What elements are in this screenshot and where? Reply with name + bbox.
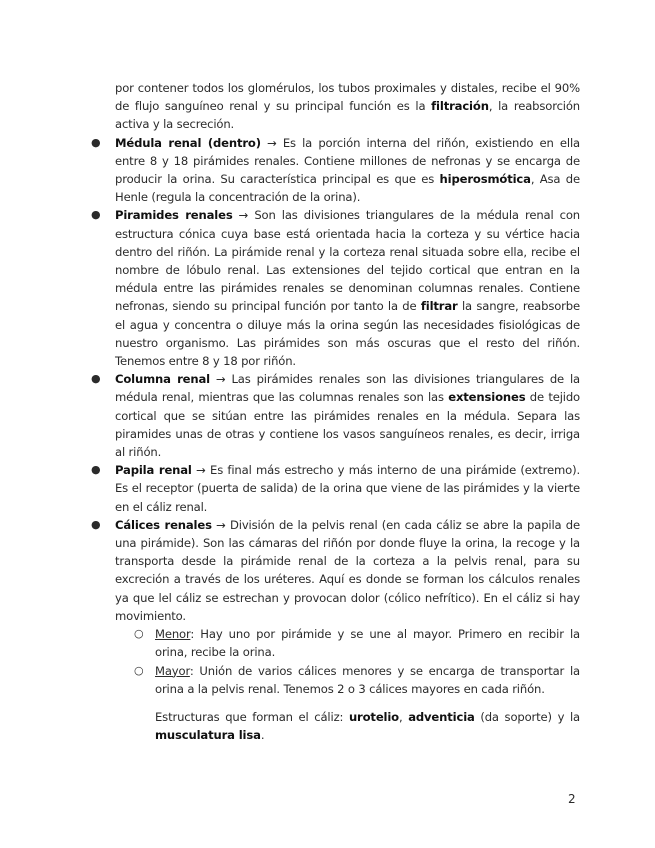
note-paragraph [155, 708, 580, 744]
sub-item-mayor [134, 662, 580, 698]
note-bold-adventicia: adventicia [408, 709, 475, 724]
sub-item-label: Menor [155, 627, 191, 642]
item-text: → Es final más estrecho y más interno de una pirámide (extremo). Es el receptor (puerta de salida) de la orina que viene de las pirámides y la vierte en el cáliz renal. [115, 463, 580, 514]
bullet-icon: ● [91, 135, 101, 149]
note-bold-urotelio: urotelio [348, 709, 399, 724]
item-bold: filtrar [420, 299, 458, 314]
note-text: (da soporte) y la [474, 709, 580, 724]
bullet-icon: ● [91, 208, 101, 222]
item-title: Columna renal [115, 372, 210, 387]
note-text: . [260, 728, 265, 743]
item-text-end: , Asa de Henle (regula la concentración de la orina). [115, 172, 580, 205]
note-text: Estructuras que forman el cáliz: [155, 709, 349, 724]
sub-item-menor [134, 625, 580, 661]
sub-bullet-icon: ○ [134, 663, 144, 677]
intro-paragraph [115, 79, 580, 134]
item-text: → Es la porción interna del riñón, existiendo en ella entre 8 y 18 pirámides renales. Contiene millones de nefronas y se encarga de producir la orina. Su característica principal es que es [115, 135, 581, 187]
bullet-icon: ● [91, 372, 101, 386]
list-item-piramides [91, 206, 580, 370]
item-text: → Son las divisiones triangulares de la médula renal con estructura cónica cuya base está orientada hacia la corteza y su vértice hacia dentro del riñón. La pirámide renal y la corteza renal situada sobre ella, recibe el nombre de lóbulo renal. Las extensiones del tejido cortical que entran en la médula entre las pirámides renales se denominan columnas renales. Contiene nefronas, siendo su principal función por tanto la de [115, 208, 580, 314]
page-number: 2 [568, 792, 576, 806]
item-title: Papila renal [115, 463, 192, 478]
item-text: → División de la pelvis renal (en cada cáliz se abre la papila de una pirámide). Son las cámaras del riñón por donde fluye la orina, la recoge y la transporta desde la pirámide renal de la corteza a la pelvis renal, para su excreción a través de los uréteres. Aquí es donde se forman los cálculos renales ya que lel cáliz se estrechan y provocan dolor (cólico nefrítico). En el cáliz si hay movimiento. [115, 517, 580, 623]
sub-item-text: : Unión de varios cálices menores y se encarga de transportar la orina a la pelvis renal. Tenemos 2 o 3 cálices mayores en cada riñón. [155, 663, 580, 696]
note-bold-musculatura: musculatura lisa [155, 728, 261, 743]
intro-text-end: , la reabsorción activa y la secreción. [115, 99, 581, 132]
list-item-medula [91, 134, 581, 207]
item-text: → Las pirámides renales son las divisiones triangulares de la médula renal, mientras que las columnas renales son las [115, 372, 580, 405]
bullet-icon: ● [91, 517, 101, 531]
page-content [91, 79, 581, 744]
item-text-end: la sangre, reabsorbe el agua y concentra o diluye más la orina según las necesidades fisiológicas de nuestro organismo. Las pirámides son más oscuras que el resto del riñón. Tenemos entre 8 y 18 por riñón. [115, 299, 580, 369]
intro-text: por contener todos los glomérulos, los tubos proximales y distales, recibe el 90% de flujo sanguíneo renal y su principal función es la [115, 81, 580, 114]
intro-bold: filtración [431, 99, 489, 114]
sub-item-label: Mayor [155, 663, 190, 678]
list-item-calices [91, 516, 580, 625]
item-title: Médula renal (dentro) [115, 135, 261, 150]
sub-item-text: : Hay uno por pirámide y se une al mayor. Primero en recibir la orina, recibe la orina. [155, 627, 580, 660]
note-text: , [399, 709, 409, 724]
item-text-end: de tejido cortical que se sitúan entre las pirámides renales en la médula. Separa las piramides unas de otras y contiene los vasos sanguíneos renales, es decir, irriga al riñón. [115, 390, 581, 460]
bullet-icon: ● [91, 463, 101, 477]
item-title: Cálices renales [115, 517, 212, 532]
list-item-columna [91, 370, 581, 461]
item-bold: hiperosmótica [439, 172, 531, 187]
list-item-papila [91, 461, 580, 516]
item-title: Piramides renales [115, 208, 233, 223]
item-bold: extensiones [448, 390, 526, 405]
sub-bullet-icon: ○ [134, 627, 144, 641]
